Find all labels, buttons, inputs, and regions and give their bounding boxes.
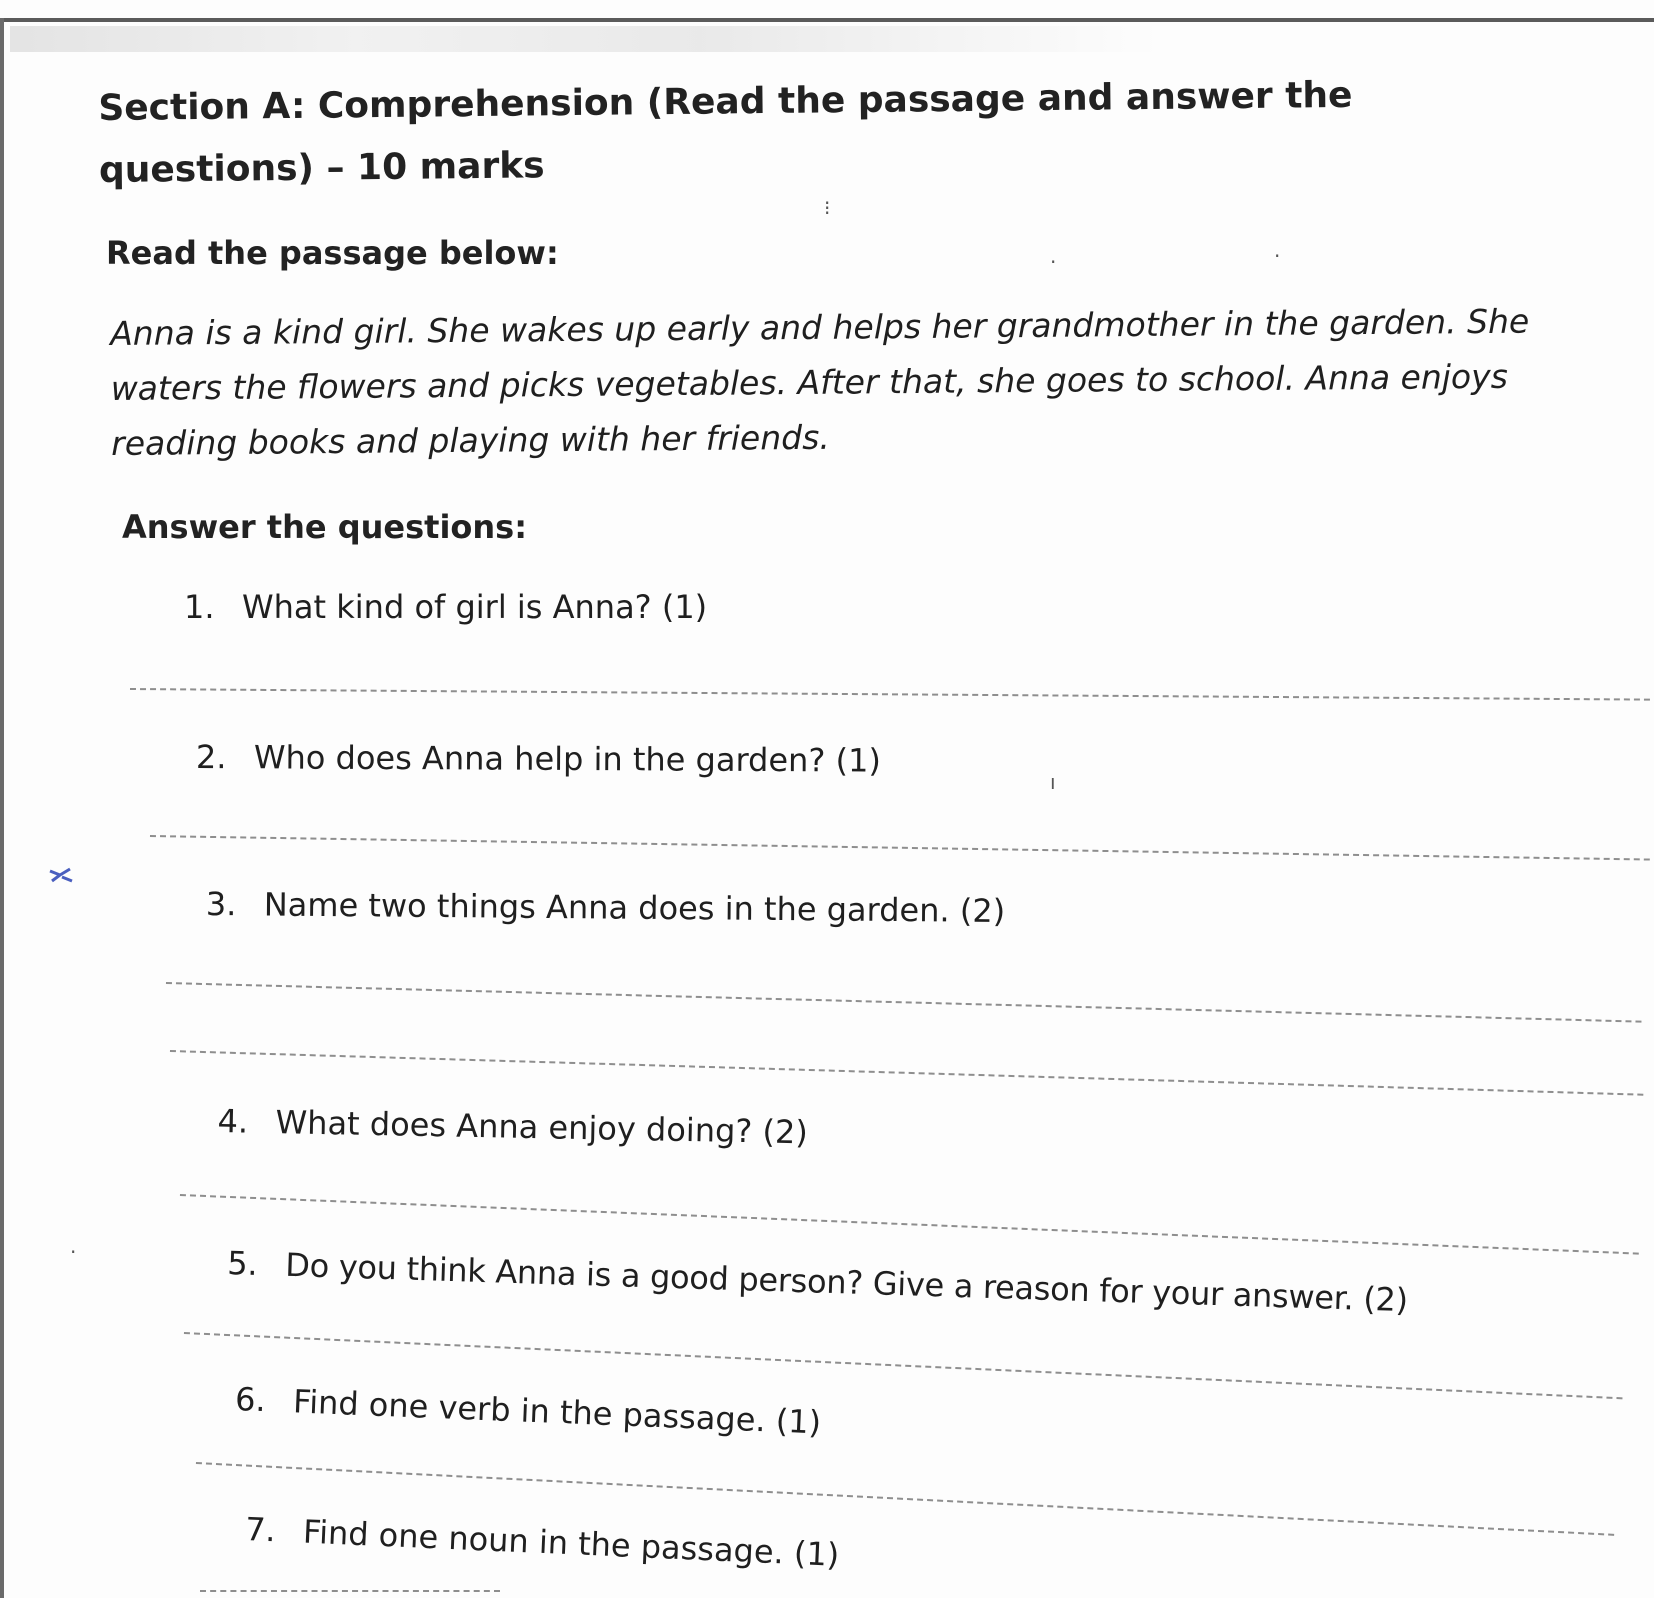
scan-border-top: [0, 18, 1654, 22]
question-text: Find one noun in the passage. (1): [302, 1512, 841, 1574]
passage-text: Anna is a kind girl. She wakes up early and helps her grandmother in the garden. She waters the flowers and picks vegetables. After that, she goes to school. Anna enjoys reading books and playing with her friends.: [110, 301, 1530, 463]
question-number: 7.: [244, 1510, 277, 1550]
section-title: Section A: Comprehension (Read the passage and answer the questions) – 10 marks: [98, 74, 1353, 191]
question-number: 2.: [195, 738, 227, 777]
answer-line-3b[interactable]: [170, 1050, 1643, 1096]
answer-line-3a[interactable]: [166, 982, 1642, 1023]
question-1: [184, 588, 707, 626]
question-number: 5.: [226, 1244, 258, 1283]
question-3: [206, 885, 1006, 930]
question-text: Who does Anna help in the garden? (1): [253, 738, 881, 780]
question-text: Name two things Anna does in the garden. (2): [263, 885, 1006, 930]
answer-line-1[interactable]: [130, 688, 1650, 701]
answer-line-2[interactable]: [150, 835, 1650, 861]
ink-mark-icon: [48, 865, 78, 885]
scan-speck: ı: [1050, 770, 1056, 794]
question-text: Find one verb in the passage. (1): [292, 1382, 822, 1442]
scan-speck: ⁝: [824, 196, 831, 220]
read-instruction: Read the passage below:: [106, 234, 559, 272]
question-text: What kind of girl is Anna? (1): [242, 588, 708, 626]
question-text: Do you think Anna is a good person? Give a reason for your answer. (2): [284, 1245, 1409, 1320]
question-7: [244, 1510, 840, 1574]
scan-speck: ·: [70, 1240, 77, 1264]
question-number: 6.: [234, 1380, 267, 1420]
scan-speck: ·: [1274, 244, 1281, 268]
answer-line-4[interactable]: [180, 1194, 1639, 1255]
scan-border-left: [0, 18, 4, 1598]
scan-smudge: [10, 26, 1160, 52]
question-2: [196, 738, 881, 780]
question-text: What does Anna enjoy doing? (2): [275, 1103, 809, 1152]
scan-speck: ·: [1050, 250, 1057, 274]
answer-line-7[interactable]: [200, 1590, 500, 1592]
question-number: 3.: [205, 885, 237, 924]
question-4: [217, 1102, 808, 1151]
question-6: [234, 1380, 821, 1441]
answer-instruction: Answer the questions:: [122, 508, 528, 546]
question-number: 4.: [217, 1102, 249, 1141]
question-number: 1.: [184, 588, 215, 626]
question-5: [227, 1244, 1409, 1319]
